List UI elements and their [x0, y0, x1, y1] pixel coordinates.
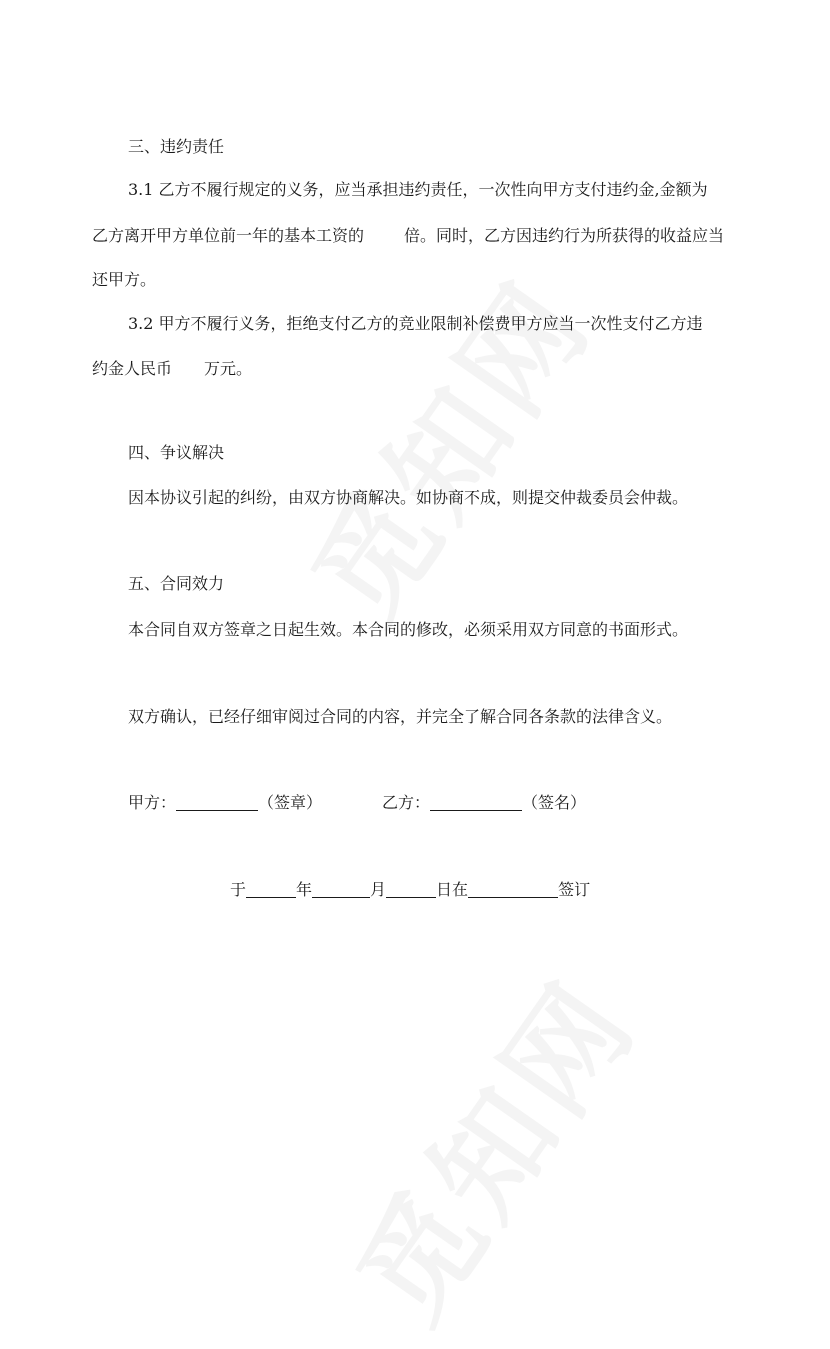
party-a-label: 甲方： — [128, 793, 177, 812]
year-blank — [246, 881, 296, 898]
month-label: 月 — [370, 880, 387, 899]
watermark — [266, 241, 622, 648]
paragraph-text: 万元。 — [204, 359, 253, 378]
signature-line — [128, 793, 586, 813]
party-b-label: 乙方： — [382, 793, 431, 812]
day-label: 日在 — [436, 880, 469, 899]
section-heading-validity: 五、合同效力 — [128, 574, 225, 593]
section-heading-breach: 三、违约责任 — [128, 137, 225, 156]
party-b-signature-blank — [430, 794, 522, 811]
paragraph-validity: 本合同自双方签章之日起生效。本合同的修改，必须采用双方同意的书面形式。 — [128, 620, 689, 639]
paragraph-3-2-line-2 — [92, 359, 252, 379]
paragraph-dispute: 因本协议引起的纠纷，由双方协商解决。如协商不成，则提交仲裁委员会仲裁。 — [128, 488, 689, 507]
paragraph-3-1-line-1: 3.1 乙方不履行规定的义务，应当承担违约责任，一次性向甲方支付违约金,金额为 — [128, 180, 708, 199]
paragraph-text: 约金人民币 — [92, 359, 173, 378]
date-suffix: 签订 — [558, 880, 591, 899]
paragraph-3-1-line-3: 还甲方。 — [92, 270, 157, 289]
party-a-note: （签章） — [258, 793, 323, 812]
paragraph-text: 乙方离开甲方单位前一年的基本工资的 — [92, 226, 365, 245]
place-blank — [468, 881, 558, 898]
date-prefix: 于 — [230, 880, 247, 899]
day-blank — [386, 881, 436, 898]
paragraph-text: 倍。同时，乙方因违约行为所获得的收益应当 — [404, 226, 725, 245]
party-a-signature-blank — [176, 794, 258, 811]
watermark — [311, 941, 667, 1348]
year-label: 年 — [296, 880, 313, 899]
month-blank — [312, 881, 370, 898]
signing-date-line — [230, 880, 590, 900]
section-heading-dispute: 四、争议解决 — [128, 443, 225, 462]
paragraph-3-1-line-2 — [92, 226, 724, 246]
confirmation-statement: 双方确认，已经仔细审阅过合同的内容，并完全了解合同各条款的法律含义。 — [128, 707, 673, 726]
paragraph-3-2-line-1: 3.2 甲方不履行义务，拒绝支付乙方的竞业限制补偿费甲方应当一次性支付乙方违 — [128, 314, 703, 333]
party-b-note: （签名） — [522, 793, 587, 812]
